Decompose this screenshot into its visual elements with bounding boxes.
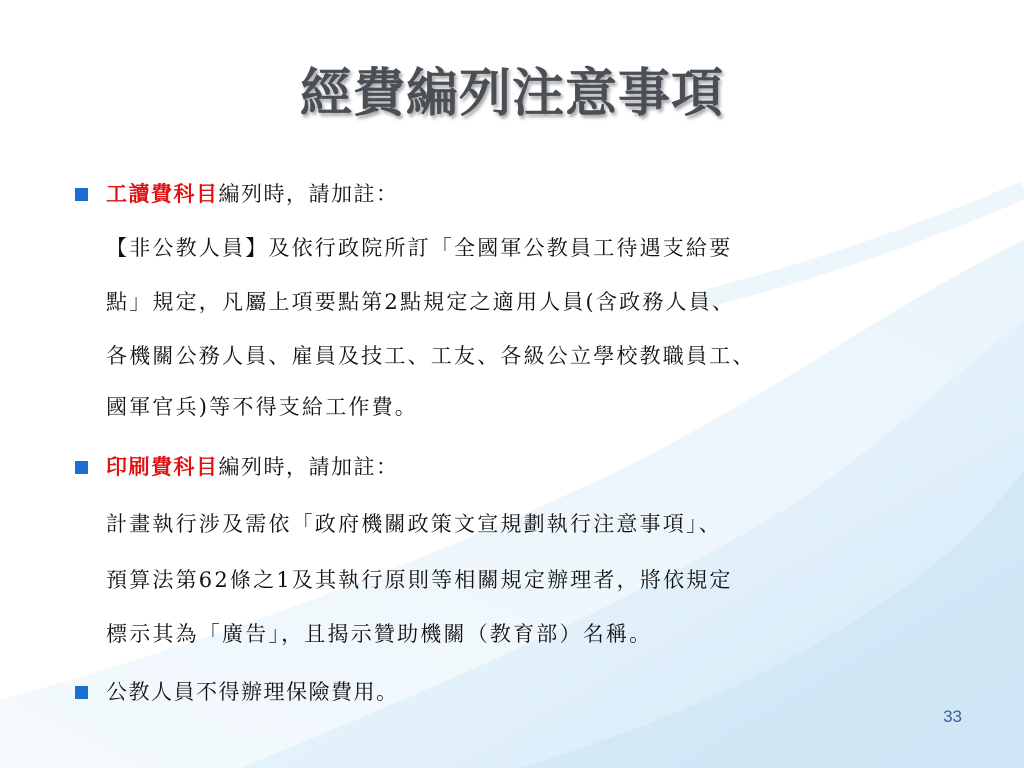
body-line: 計畫執行涉及需依「政府機關政策文宣規劃執行注意事項」、 (106, 512, 722, 536)
body-line: 標示其為「廣告」，且揭示贊助機關（教育部）名稱。 (106, 622, 653, 646)
page-number: 33 (943, 707, 962, 726)
square-bullet-icon (75, 188, 88, 201)
body-line: 各機關公務人員、雇員及技工、工友、各級公立學校教職員工、 (106, 344, 756, 368)
body-line: 【非公教人員】及依行政院所訂「全國軍公教員工待遇支給要 (106, 236, 733, 260)
bullet-text (106, 450, 399, 484)
bullet-rest-text: 公教人員不得辦理保險費用。 (106, 680, 399, 704)
highlight-term: 工讀費科目 (106, 181, 219, 206)
square-bullet-icon (75, 686, 88, 699)
slide-title: 經費編列注意事項 (299, 64, 724, 124)
bullet-rest-text: 編列時，請加註： (218, 455, 399, 479)
bullet-text (106, 177, 399, 211)
highlight-term: 印刷費科目 (106, 454, 219, 479)
body-line: 點」規定，凡屬上項要點第2點規定之適用人員(含政務人員、 (106, 290, 736, 314)
bullet-rest-text: 編列時，請加註： (218, 182, 399, 206)
body-line: 預算法第62條之1及其執行原則等相關規定辦理者，將依規定 (106, 568, 733, 592)
body-line: 國軍官兵)等不得支給工作費。 (106, 395, 418, 419)
bullet-text (106, 675, 399, 709)
square-bullet-icon (75, 461, 88, 474)
